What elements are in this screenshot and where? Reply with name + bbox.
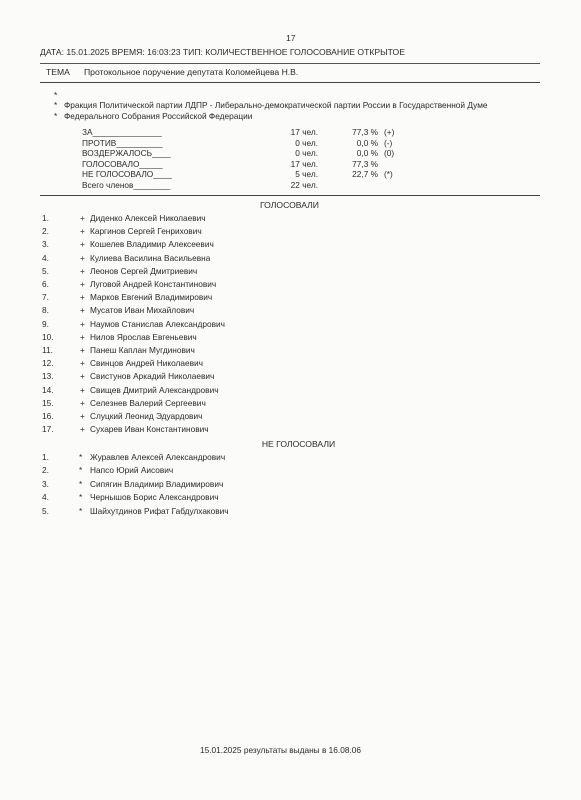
deputy-name: Чернышов Борис Александрович: [90, 492, 219, 503]
vote-mark: *: [79, 505, 83, 516]
vote-mark: +: [80, 239, 85, 250]
vote-mark: *: [79, 478, 83, 489]
deputy-row: [42, 411, 342, 422]
vote-mark: +: [80, 292, 85, 303]
deputy-name: Сухарев Иван Константинович: [90, 424, 209, 435]
deputy-row: [42, 465, 342, 476]
stat-symbol: (-): [384, 138, 393, 148]
stat-percent: 77,3 %: [352, 159, 378, 169]
stat-count: 0 чел.: [295, 138, 318, 148]
vote-mark: +: [80, 331, 85, 342]
header-divider-top: [40, 63, 540, 64]
row-number: 5.: [42, 505, 49, 516]
stat-symbol: (+): [384, 127, 395, 137]
deputy-row: [42, 226, 342, 237]
deputy-name: Панеш Каплан Мугдинович: [90, 345, 195, 355]
page-number: 17: [286, 33, 296, 43]
row-number: 11.: [42, 345, 53, 355]
deputy-name: Наумов Станислав Александрович: [90, 318, 225, 329]
vote-header: ДАТА: 15.01.2025 ВРЕМЯ: 16:03:23 ТИП: КОЛИЧЕСТВЕННОЕ ГОЛОСОВАНИЕ ОТКРЫТОЕ: [40, 47, 405, 57]
deputy-row: [42, 506, 342, 517]
stat-percent: 0,0 %: [356, 148, 378, 158]
deputy-row: [42, 319, 342, 330]
stat-count: 0 чел.: [295, 148, 318, 158]
row-number: 2.: [42, 226, 49, 237]
faction-bullet: *: [54, 90, 58, 100]
deputy-row: [42, 279, 342, 290]
row-number: 1.: [42, 213, 49, 223]
topic-text: Протокольное поручение депутата Коломейцева Н.В.: [84, 67, 299, 77]
deputy-name: Кошелев Владимир Алексеевич: [90, 239, 214, 250]
deputy-name: Свищев Дмитрий Александрович: [90, 384, 219, 395]
stat-count: 5 чел.: [295, 169, 318, 179]
deputy-name: Диденко Алексей Николаевич: [90, 213, 206, 223]
stat-label: НЕ ГОЛОСОВАЛО____: [82, 169, 172, 179]
faction-bullet: *: [54, 111, 58, 121]
row-number: 5.: [42, 265, 49, 276]
deputy-row: [42, 292, 342, 303]
deputy-name: Сипягин Владимир Владимирович: [90, 478, 224, 489]
row-number: 7.: [42, 292, 49, 303]
row-number: 4.: [42, 492, 49, 503]
deputy-row: [42, 385, 342, 396]
deputy-name: Мусатов Иван Михайлович: [90, 305, 195, 316]
stat-count: 17 чел.: [290, 127, 318, 137]
faction-name-line1: Фракция Политической партии ЛДПР - Либерально-демократической партии России в Государственной Думе: [64, 100, 488, 110]
row-number: 8.: [42, 305, 49, 316]
row-number: 14.: [42, 384, 54, 395]
stat-percent: 22,7 %: [352, 169, 378, 179]
deputy-row: [42, 492, 342, 503]
stat-label: ВОЗДЕРЖАЛОСЬ____: [82, 148, 171, 158]
row-number: 10.: [42, 331, 54, 342]
vote-mark: *: [79, 492, 83, 503]
deputy-name: Нилов Ярослав Евгеньевич: [90, 331, 197, 342]
vote-mark: +: [80, 397, 85, 408]
deputy-row: [42, 239, 342, 250]
vote-mark: +: [80, 213, 85, 223]
row-number: 9.: [42, 318, 49, 329]
row-number: 12.: [42, 358, 54, 369]
vote-mark: +: [80, 305, 85, 316]
stat-label: Всего членов________: [82, 180, 171, 190]
not-voted-section-title: НЕ ГОЛОСОВАЛИ: [261, 439, 336, 449]
vote-mark: *: [79, 452, 83, 462]
deputy-row: [42, 452, 342, 463]
deputy-row: [42, 345, 342, 356]
row-number: 1.: [42, 452, 49, 462]
row-number: 15.: [42, 397, 54, 408]
stat-percent: 77,3 %: [352, 127, 378, 137]
stat-percent: 0,0 %: [356, 138, 378, 148]
stat-label: ГОЛОСОВАЛО_____: [82, 159, 163, 169]
row-number: 17.: [42, 424, 54, 435]
results-footer: 15.01.2025 результаты выданы в 16.08.06: [200, 745, 361, 755]
vote-mark: +: [80, 424, 85, 435]
vote-mark: +: [80, 279, 85, 289]
deputy-row: [42, 371, 342, 382]
deputy-name: Журавлев Алексей Александрович: [90, 452, 226, 462]
deputy-row: [42, 266, 342, 277]
deputy-name: Селезнев Валерий Сергеевич: [90, 397, 206, 408]
topic-label: ТЕМА: [46, 67, 70, 77]
vote-mark: +: [80, 371, 85, 382]
vote-mark: +: [80, 384, 85, 395]
deputy-name: Марков Евгений Владимирович: [90, 292, 213, 303]
deputy-name: Слуцкий Леонид Эдуардович: [90, 411, 203, 421]
faction-name-line2: Федерального Собрания Российской Федерации: [64, 111, 253, 121]
deputy-row: [42, 358, 342, 369]
stats-divider: [40, 195, 540, 196]
deputy-name: Напсо Юрий Аисович: [90, 465, 174, 476]
vote-mark: +: [80, 252, 85, 263]
voted-section-title: ГОЛОСОВАЛИ: [260, 200, 319, 210]
deputy-name: Каргинов Сергей Генрихович: [90, 226, 202, 237]
deputy-row: [42, 253, 342, 264]
stat-symbol: (0): [384, 148, 395, 158]
vote-mark: +: [80, 411, 85, 421]
row-number: 6.: [42, 279, 49, 289]
faction-bullet: *: [54, 100, 58, 110]
vote-mark: +: [80, 358, 85, 369]
vote-mark: *: [79, 465, 83, 476]
row-number: 16.: [42, 411, 54, 421]
row-number: 3.: [42, 239, 49, 250]
deputy-name: Леонов Сергей Дмитриевич: [90, 265, 198, 276]
vote-mark: +: [80, 318, 85, 329]
vote-mark: +: [80, 345, 85, 355]
deputy-name: Свинцов Андрей Николаевич: [90, 358, 203, 369]
deputy-name: Кулиева Василина Васильевна: [90, 252, 211, 263]
stat-label: ПРОТИВ__________: [82, 138, 163, 148]
deputy-row: [42, 305, 342, 316]
deputy-name: Свистунов Аркадий Николаевич: [90, 371, 215, 382]
row-number: 4.: [42, 252, 49, 263]
stat-label: ЗА_______________: [82, 127, 162, 137]
deputy-row: [42, 398, 342, 409]
vote-mark: +: [80, 265, 85, 276]
deputy-row: [42, 332, 342, 343]
vote-mark: +: [80, 226, 85, 237]
deputy-name: Шайхутдинов Рифат Габдулхакович: [90, 505, 229, 516]
stat-count: 17 чел.: [290, 159, 318, 169]
row-number: 13.: [42, 371, 54, 382]
stat-count: 22 чел.: [290, 180, 318, 190]
deputy-row: [42, 424, 342, 435]
row-number: 3.: [42, 478, 49, 489]
header-divider-bottom: [40, 82, 540, 83]
deputy-row: [42, 213, 342, 224]
deputy-name: Луговой Андрей Константинович: [90, 279, 217, 289]
stat-symbol: (*): [384, 169, 393, 179]
row-number: 2.: [42, 465, 49, 476]
deputy-row: [42, 479, 342, 490]
